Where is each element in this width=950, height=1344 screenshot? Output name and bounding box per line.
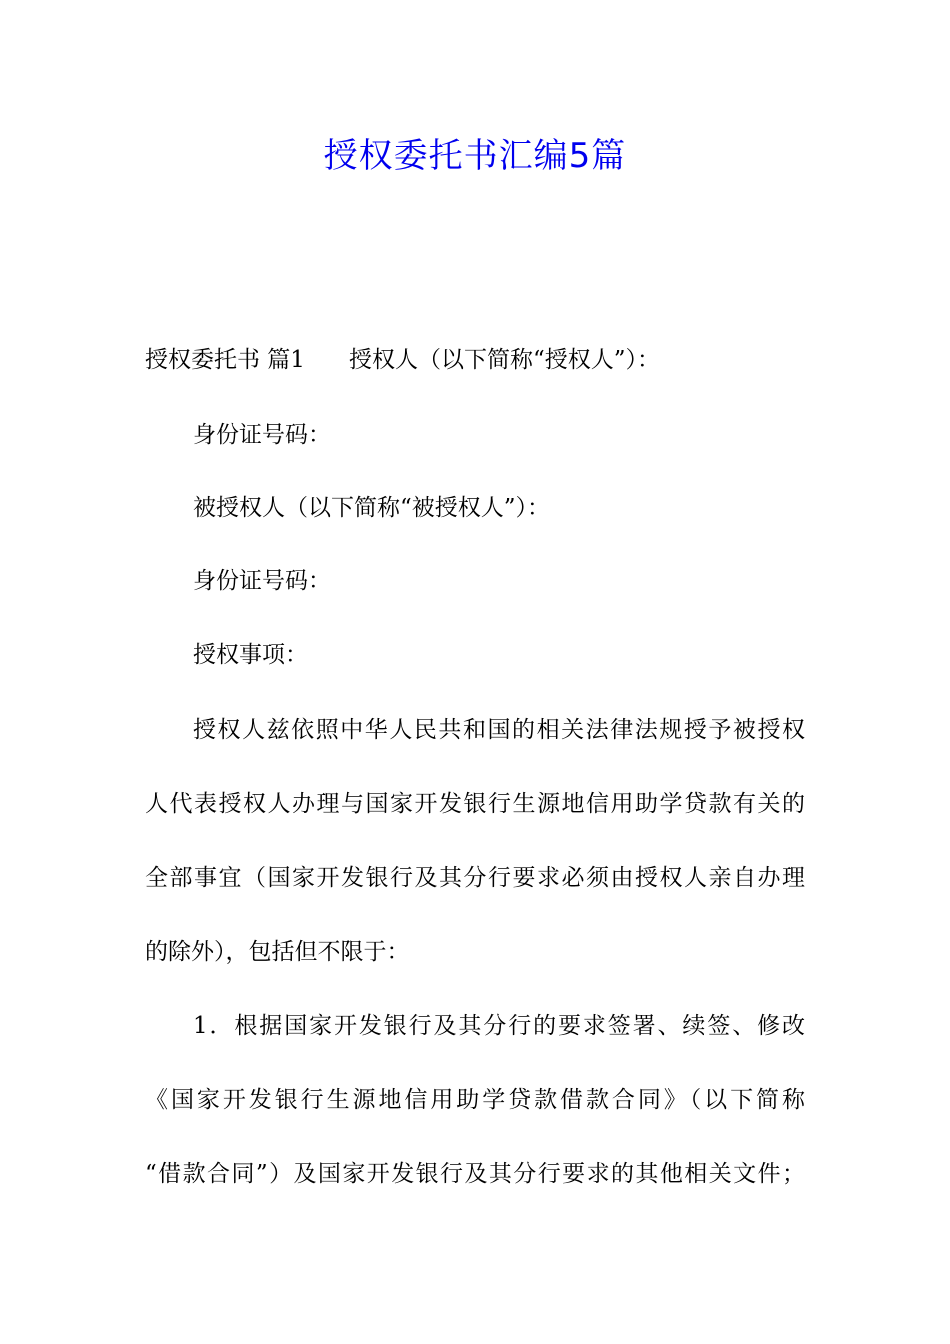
section-heading: 授权委托书 篇1	[145, 347, 305, 373]
matters-line: 授权事项：	[193, 642, 308, 668]
grantee-line: 被授权人（以下简称“被授权人”）：	[193, 495, 551, 521]
paragraph-line: 授权人兹依照中华人民共和国的相关法律法规授予被授权	[193, 717, 805, 743]
document-title: 授权委托书汇编5篇	[323, 136, 627, 176]
grantee-id-line: 身份证号码：	[193, 568, 331, 594]
list-item-line: 《国家开发银行生源地信用助学贷款借款合同》（以下简称	[145, 1087, 805, 1113]
paragraph-line: 人代表授权人办理与国家开发银行生源地信用助学贷款有关的	[145, 791, 805, 817]
paragraph-line: 全部事宜（国家开发银行及其分行要求必须由授权人亲自办理	[145, 865, 805, 891]
grantor-line: 授权人（以下简称“授权人”）：	[348, 347, 660, 373]
grantor-id-line: 身份证号码：	[193, 422, 331, 448]
first-line	[145, 345, 805, 375]
list-item-line: 1．根据国家开发银行及其分行的要求签署、续签、修改	[193, 1013, 805, 1039]
paragraph-line: 的除外），包括但不限于：	[145, 939, 410, 965]
list-item-line: “借款合同”）及国家开发银行及其分行要求的其他相关文件；	[145, 1161, 805, 1187]
